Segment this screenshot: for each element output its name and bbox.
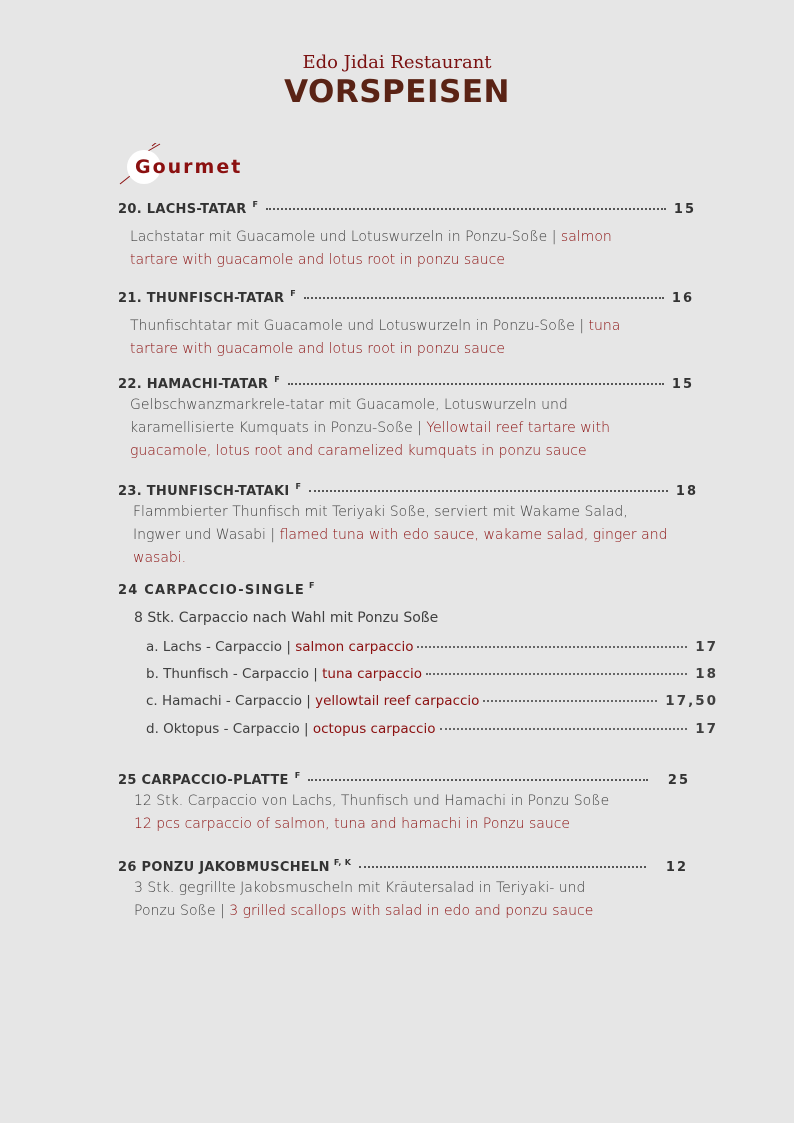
option-german: b. Thunfisch - Carpaccio |	[146, 666, 318, 682]
carpaccio-option	[146, 721, 718, 737]
desc-german: 12 Stk. Carpaccio von Lachs, Thunfisch und Hamachi in Ponzu Soße	[134, 793, 610, 809]
item-description	[133, 501, 718, 570]
menu-item	[118, 860, 718, 923]
item-title: 20. LACHS-TATAR	[118, 202, 247, 217]
desc-english: flamed tuna with edo sauce, wakame salad, ginger and	[279, 527, 668, 543]
carpaccio-option	[146, 693, 718, 709]
item-title: 23. THUNFISCH-TATAKI	[118, 484, 290, 499]
desc-english: tartare with guacamole and lotus root in ponzu sauce	[130, 252, 505, 268]
desc-german: Ponzu Soße |	[134, 903, 225, 919]
desc-english: 12 pcs carpaccio of salmon, tuna and hamachi in Ponzu sauce	[134, 816, 571, 832]
option-german: c. Hamachi - Carpaccio |	[146, 693, 311, 709]
allergen-code: F, K	[333, 858, 352, 867]
desc-german: Ingwer und Wasabi |	[133, 527, 276, 543]
desc-english: salmon	[560, 229, 612, 245]
menu-item	[118, 291, 718, 361]
desc-english: guacamole, lotus root and caramelized kumquats in ponzu sauce	[130, 443, 587, 459]
allergen-code: F	[294, 771, 301, 780]
restaurant-name: Edo Jidai Restaurant	[302, 52, 492, 73]
item-price: 16	[671, 291, 694, 306]
desc-english: Yellowtail reef tartare with	[426, 420, 610, 436]
item-title: 22. HAMACHI-TATAR	[118, 377, 269, 392]
item-price: 15	[671, 377, 694, 392]
item-description	[130, 226, 718, 272]
menu-item	[118, 773, 718, 836]
section-label: Gourmet	[135, 156, 243, 178]
dot-leader	[417, 646, 687, 648]
desc-german: karamellisierte Kumquats in Ponzu-Soße |	[130, 420, 422, 436]
item-description: 8 Stk. Carpaccio nach Wahl mit Ponzu Soße	[134, 610, 439, 626]
desc-german: 3 Stk. gegrillte Jakobsmuscheln mit Kräutersalad in Teriyaki- und	[134, 880, 586, 896]
menu-item	[118, 377, 718, 463]
item-description	[130, 315, 718, 361]
option-price: 18	[695, 666, 718, 682]
section-header	[118, 143, 268, 188]
option-german: d. Oktopus - Carpaccio |	[146, 721, 309, 737]
item-price: 12	[665, 860, 688, 875]
desc-german: Gelbschwanzmarkrele-tatar mit Guacamole, Lotuswurzeln und	[130, 397, 568, 413]
dot-leader	[483, 700, 657, 702]
dot-leader	[304, 297, 664, 299]
dot-leader	[440, 728, 688, 730]
carpaccio-option	[146, 666, 718, 682]
item-price: 18	[675, 484, 698, 499]
desc-english: wasabi.	[133, 550, 187, 566]
allergen-code: F	[274, 375, 280, 384]
item-title: 24 CARPACCIO-SINGLE	[118, 583, 305, 598]
desc-english: tuna	[588, 318, 621, 334]
item-description	[134, 790, 718, 836]
desc-english: tartare with guacamole and lotus root in ponzu sauce	[130, 341, 505, 357]
allergen-code: F	[295, 482, 302, 491]
item-title: 25 CARPACCIO-PLATTE	[118, 773, 289, 788]
option-price: 17,50	[665, 693, 718, 709]
dot-leader	[308, 779, 647, 781]
dot-leader	[288, 383, 664, 385]
allergen-code: F	[252, 200, 259, 209]
desc-german: Lachstatar mit Guacamole und Lotuswurzeln in Ponzu-Soße |	[130, 229, 557, 245]
carpaccio-option	[146, 639, 718, 655]
item-description	[130, 394, 718, 463]
allergen-code: F	[290, 289, 297, 298]
item-price: 25	[667, 773, 690, 788]
option-english: octopus carpaccio	[312, 721, 436, 737]
item-price: 15	[673, 202, 696, 217]
menu-item	[118, 484, 718, 570]
dot-leader	[266, 208, 666, 210]
option-english: tuna carpaccio	[322, 666, 423, 682]
dot-leader	[309, 490, 668, 492]
option-english: salmon carpaccio	[295, 639, 414, 655]
option-english: yellowtail reef carpaccio	[315, 693, 480, 709]
desc-german: Thunfischtatar mit Guacamole und Lotuswurzeln in Ponzu-Soße |	[130, 318, 585, 334]
dot-leader	[426, 673, 687, 675]
menu-item	[118, 583, 718, 753]
desc-german: Flammbierter Thunfisch mit Teriyaki Soße, serviert mit Wakame Salad,	[133, 504, 628, 520]
dot-leader	[359, 866, 646, 868]
option-price: 17	[695, 721, 718, 737]
menu-item	[118, 202, 718, 272]
allergen-code: F	[308, 581, 316, 590]
desc-english: 3 grilled scallops with salad in edo and ponzu sauce	[229, 903, 594, 919]
option-german: a. Lachs - Carpaccio |	[146, 639, 291, 655]
item-title: 26 PONZU JAKOBMUSCHELN	[118, 860, 330, 875]
page-title: VORSPEISEN	[284, 74, 510, 110]
item-description	[134, 877, 718, 923]
option-price: 17	[695, 639, 718, 655]
item-title: 21. THUNFISCH-TATAR	[118, 291, 285, 306]
